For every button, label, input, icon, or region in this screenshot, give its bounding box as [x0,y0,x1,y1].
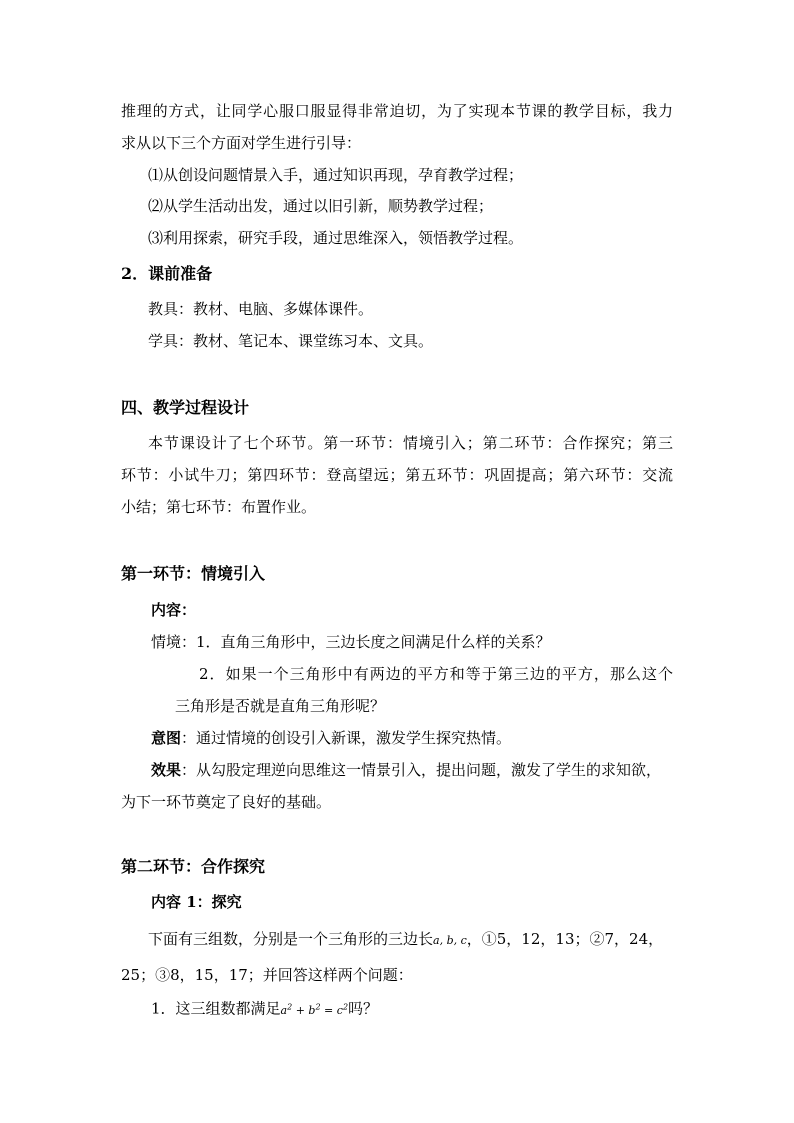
question-1-text: 1．这三组数都满足 [151,999,281,1018]
intent-text: ：通过情境的创设引入新课，激发学生探究热情。 [181,729,512,747]
student-tools: 学具：教材、笔记本、课堂练习本、文具。 [148,332,434,350]
explore-text-cont: ，①5，12，13；②7，24， [466,930,664,948]
paragraph-line: 环节：小试牛刀；第四环节：登高望远；第五环节：巩固提高；第六环节：交流 [121,466,673,484]
question-1-end: 吗？ [348,999,379,1018]
paragraph-line: 推理的方式，让同学心服口服显得非常迫切，为了实现本节课的教学目标，我力 [121,102,673,120]
effect-line-cont: 为下一环节奠定了良好的基础。 [121,793,332,811]
effect-label: 效果 [151,761,182,779]
approach-item: ⑴从创设问题情景入手，通过知识再现，孕育教学过程； [148,166,524,184]
situation-question-2-cont: 三角形是否就是直角三角形呢？ [175,697,386,715]
explore-line-1 [148,929,673,951]
triangle-sides-vars: a, b, c [433,934,467,947]
teacher-tools: 教具：教材、电脑、多媒体课件。 [148,300,374,318]
section-heading-prep: 2．课前准备 [121,264,213,283]
paragraph-line: 小结；第七环节：布置作业。 [121,498,317,516]
effect-text: ：从勾股定理逆向思维这一情景引入，提出问题，激发了学生的求知欲， [181,761,662,779]
paragraph-line: 求从以下三个方面对学生进行引导： [121,134,362,152]
approach-item: ⑵从学生活动出发，通过以旧引新，顺势教学过程； [148,197,494,215]
intent-label: 意图 [151,729,182,747]
situation-question-1: 情境：1．直角三角形中，三边长度之间满足什么样的关系？ [151,633,551,651]
explore-line-2: 25；③8，15，17；并回答这样两个问题： [121,966,413,984]
section-heading-process: 四、教学过程设计 [121,398,250,417]
question-1 [151,997,378,1021]
pythagorean-equation: $a^2 + b^2 = c^2$ [280,1002,349,1017]
content-label: 内容： [151,601,197,619]
intent-line [151,728,511,748]
stage1-heading: 第一环节：情境引入 [121,564,266,583]
situation-question-2: 2．如果一个三角形中有两边的平方和等于第三边的平方，那么这个 [199,665,673,683]
approach-item: ⑶利用探索，研究手段，通过思维深入，领悟教学过程。 [148,229,524,247]
effect-line [151,760,673,780]
paragraph-line: 本节课设计了七个环节。第一环节：情境引入；第二环节：合作探究；第三 [148,434,673,452]
explore-text: 下面有三组数，分别是一个三角形的三边长 [148,930,434,948]
stage2-heading: 第二环节：合作探究 [121,857,266,876]
content-label-1: 内容 1：探究 [151,893,242,911]
